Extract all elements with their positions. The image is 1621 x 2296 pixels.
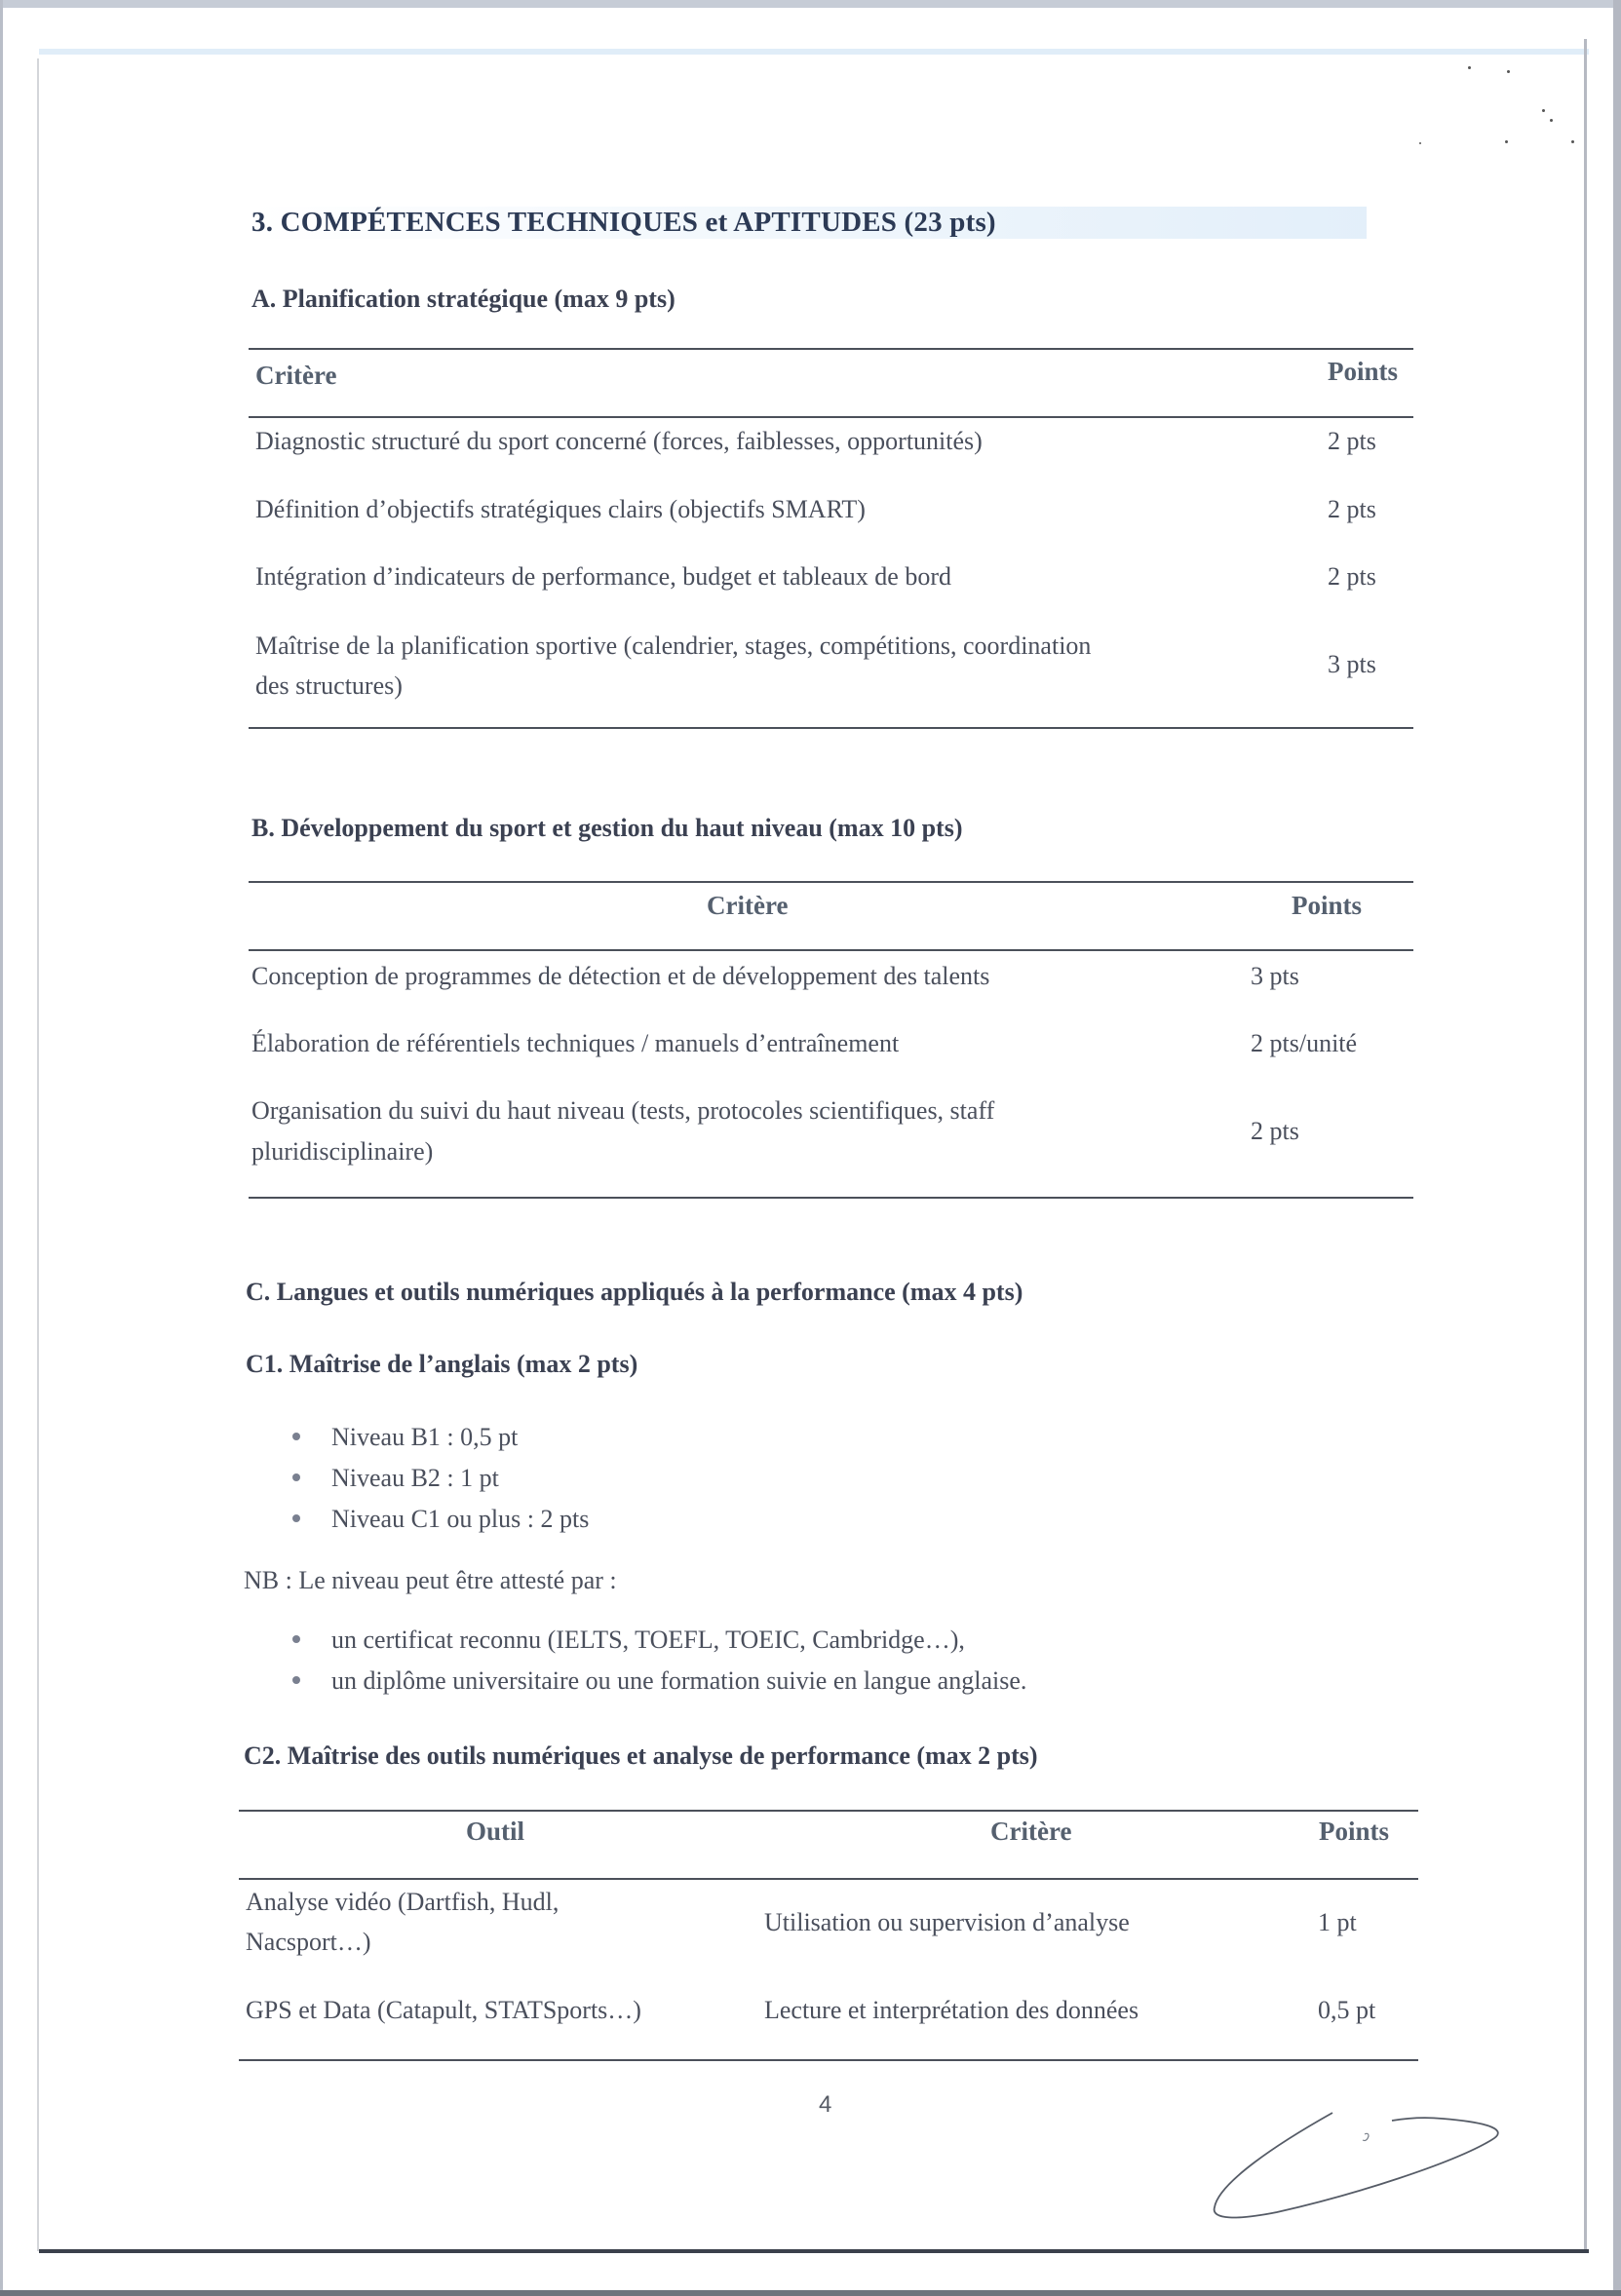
table-a-header-rule — [249, 416, 1413, 418]
part-c2-title: C2. Maîtrise des outils numériques et analyse de performance (max 2 pts) — [244, 1741, 1038, 1770]
bullet-icon — [292, 1433, 300, 1440]
english-proof-text: un diplôme universitaire ou une formation suivie en langue anglaise. — [331, 1666, 1027, 1695]
speck — [1505, 140, 1508, 143]
speck — [1419, 142, 1421, 144]
scan-frame-right — [1613, 0, 1621, 2296]
table-a-row-1-criterion: Diagnostic structuré du sport concerné (forces, faiblesses, opportunités) — [255, 427, 983, 455]
part-a-title: A. Planification stratégique (max 9 pts) — [251, 285, 675, 313]
page-number: 4 — [819, 2091, 832, 2118]
table-b-header-rule — [249, 949, 1413, 951]
table-a-row-4-criterion-line-1: Maîtrise de la planification sportive (calendrier, stages, compétitions, coordination — [255, 631, 1092, 660]
table-b-top-rule — [249, 881, 1413, 883]
english-level-item — [292, 1505, 589, 1534]
table-c2-bottom-rule — [239, 2059, 1418, 2061]
table-a-row-1-points: 2 pts — [1328, 427, 1376, 455]
table-c2-row-2-points: 0,5 pt — [1318, 1996, 1376, 2024]
speck — [1542, 109, 1545, 112]
page-right-edge — [1584, 39, 1587, 2251]
table-b-header-criterion: Critère — [707, 891, 789, 920]
table-c2-top-rule — [239, 1810, 1418, 1812]
english-level-text: Niveau B2 : 1 pt — [331, 1464, 499, 1492]
speck — [1468, 66, 1471, 69]
part-c1-title: C1. Maîtrise de l’anglais (max 2 pts) — [246, 1350, 638, 1378]
table-c2-row-1-tool-line-2: Nacsport…) — [246, 1928, 371, 1956]
table-a-row-4-points: 3 pts — [1328, 650, 1376, 678]
part-c-title: C. Langues et outils numériques appliqués à la performance (max 4 pts) — [246, 1278, 1023, 1306]
table-b-row-2-points: 2 pts/unité — [1251, 1029, 1358, 1057]
page-top-edge — [39, 49, 1589, 55]
bullet-icon — [292, 1635, 300, 1643]
part-b-title: B. Développement du sport et gestion du haut niveau (max 10 pts) — [251, 814, 963, 842]
bullet-icon — [292, 1676, 300, 1684]
scan-frame-bottom — [0, 2290, 1621, 2296]
english-level-text: Niveau B1 : 0,5 pt — [331, 1423, 519, 1451]
table-a-row-4-criterion-line-2: des structures) — [255, 671, 403, 700]
english-level-item — [292, 1464, 499, 1493]
signature-stroke — [1215, 2113, 1498, 2217]
table-c2-row-1-criterion: Utilisation ou supervision d’analyse — [764, 1908, 1130, 1936]
table-b-row-2-criterion: Élaboration de référentiels techniques / manuels d’entraînement — [251, 1029, 900, 1057]
table-c2-row-2-criterion: Lecture et interprétation des données — [764, 1996, 1139, 2024]
english-level-item — [292, 1423, 518, 1452]
bullet-icon — [292, 1514, 300, 1522]
table-b-row-1-criterion: Conception de programmes de détection et de développement des talents — [251, 962, 990, 990]
table-a-bottom-rule — [249, 727, 1413, 729]
scan-frame-top — [0, 0, 1621, 8]
table-b-header-points: Points — [1292, 891, 1363, 920]
speck — [1507, 70, 1510, 73]
handwritten-signature — [1199, 2105, 1530, 2222]
english-level-text: Niveau C1 ou plus : 2 pts — [331, 1505, 590, 1533]
scan-specks — [1404, 58, 1599, 156]
table-a-row-2-criterion: Définition d’objectifs stratégiques clairs (objectifs SMART) — [255, 495, 866, 523]
page-bottom-edge — [39, 2249, 1589, 2253]
table-b-row-1-points: 3 pts — [1251, 962, 1299, 990]
table-c2-row-1-points: 1 pt — [1318, 1908, 1357, 1936]
page-left-edge — [37, 58, 39, 2251]
table-a-row-3-criterion: Intégration d’indicateurs de performance, budget et tableaux de bord — [255, 562, 951, 591]
english-proof-item — [292, 1626, 965, 1655]
table-a-row-2-points: 2 pts — [1328, 495, 1376, 523]
english-proof-item — [292, 1666, 1026, 1696]
table-c2-header-tool: Outil — [466, 1817, 525, 1846]
scan-frame-left — [0, 0, 3, 2296]
table-b-row-3-criterion-line-1: Organisation du suivi du haut niveau (tests, protocoles scientifiques, staff — [251, 1096, 995, 1125]
table-c2-header-rule — [239, 1878, 1418, 1880]
table-c2-row-1-tool-line-1: Analyse vidéo (Dartfish, Hudl, — [246, 1888, 560, 1916]
signature-mark — [1363, 2133, 1369, 2140]
bullet-icon — [292, 1473, 300, 1481]
table-b-row-3-points: 2 pts — [1251, 1117, 1299, 1145]
table-c2-header-points: Points — [1319, 1817, 1390, 1846]
english-proof-text: un certificat reconnu (IELTS, TOEFL, TOEIC, Cambridge…), — [331, 1626, 965, 1654]
table-a-header-points: Points — [1328, 357, 1399, 386]
table-b-row-3-criterion-line-2: pluridisciplinaire) — [251, 1137, 434, 1166]
table-c2-header-criterion: Critère — [990, 1817, 1072, 1846]
table-a-top-rule — [249, 348, 1413, 350]
speck — [1550, 119, 1553, 122]
table-a-row-3-points: 2 pts — [1328, 562, 1376, 591]
table-a-header-criterion: Critère — [255, 361, 337, 390]
section-title: 3. COMPÉTENCES TECHNIQUES et APTITUDES (23 pts) — [251, 207, 1367, 239]
table-c2-row-2-tool: GPS et Data (Catapult, STATSports…) — [246, 1996, 641, 2024]
english-proof-note: NB : Le niveau peut être attesté par : — [244, 1566, 617, 1594]
speck — [1571, 140, 1574, 143]
table-b-bottom-rule — [249, 1197, 1413, 1199]
